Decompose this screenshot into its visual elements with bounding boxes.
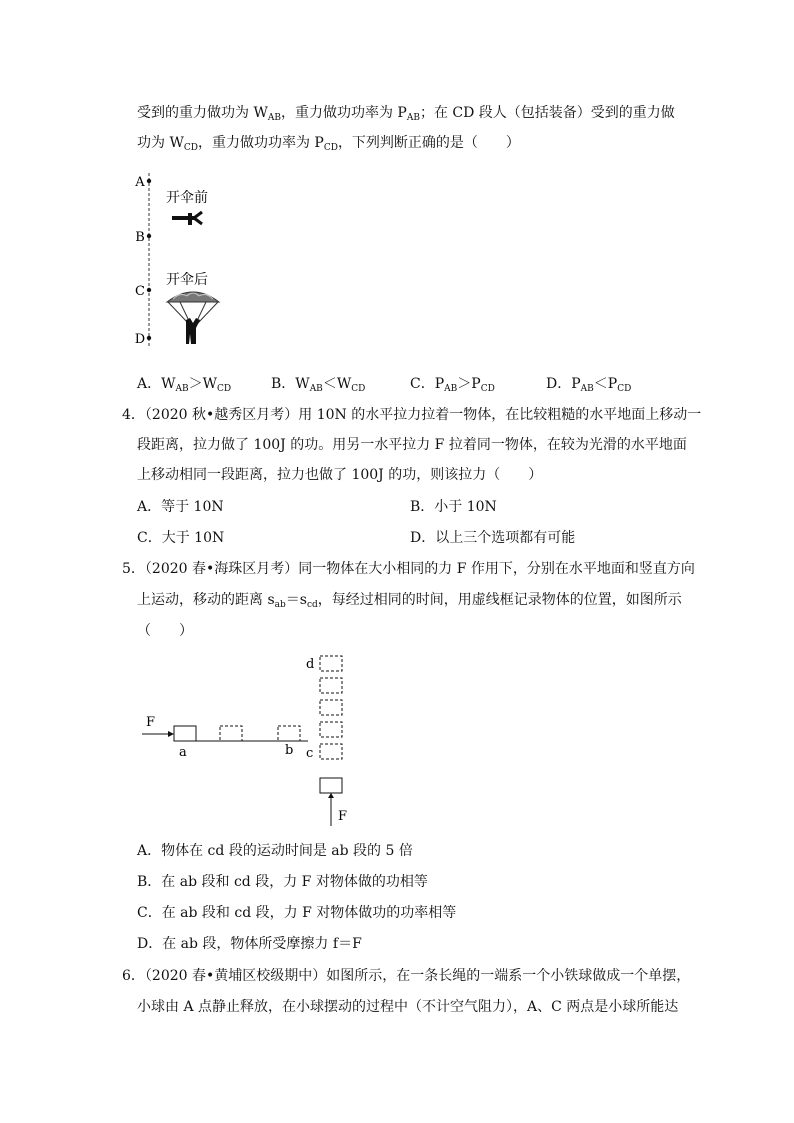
q5-line-1: 5．（2020 春•海珠区月考）同一物体在大小相同的力 F 作用下，分别在水平地面和竖直方向	[122, 561, 695, 577]
q3-option-a	[137, 374, 231, 399]
q4-option-d: D．以上三个选项都有可能	[410, 530, 576, 546]
subscript: AB	[444, 384, 458, 394]
label-b: b	[285, 743, 294, 758]
block-c	[320, 778, 342, 793]
q3-option-c	[410, 374, 495, 399]
q3-option-d	[546, 374, 631, 399]
text: C．	[410, 376, 435, 392]
label-d: d	[306, 657, 315, 672]
text: ，重力做功功率为 P	[197, 135, 324, 151]
motion-figure	[138, 650, 358, 830]
label-a: a	[179, 745, 187, 760]
text: 上运动，移动的距离 s	[137, 592, 275, 608]
text: ，下列判断正确的是（ ）	[337, 135, 520, 151]
dashed-block	[220, 726, 242, 741]
text: ＝s	[285, 592, 307, 608]
text: ；在 CD 段人（包括装备）受到的重力做	[419, 105, 675, 121]
subscript: cd	[306, 600, 318, 610]
q3-option-b	[271, 374, 365, 399]
q5-line-3: （ ）	[137, 623, 193, 639]
subscript: AB	[267, 113, 281, 123]
text: ＜	[593, 376, 608, 392]
text: ，重力做功功率为 P	[280, 105, 407, 121]
subscript: CD	[323, 143, 338, 153]
text: W	[202, 376, 218, 392]
text: ＜	[322, 376, 337, 392]
q4-option-c: C．大于 10N	[137, 530, 225, 546]
q6-line-1: 6．（2020 春•黄埔区校级期中）如图所示，在一条长绳的一端系一个小铁球做成一个单摆，	[122, 968, 691, 984]
text: P	[607, 376, 618, 392]
q5-line-2	[137, 590, 682, 615]
q4-option-b: B．小于 10N	[410, 499, 497, 515]
block-a	[174, 726, 196, 741]
q4-option-a: A．等于 10N	[137, 499, 224, 515]
subscript: AB	[406, 113, 420, 123]
point-a-dot	[147, 179, 151, 183]
text: B．	[271, 376, 296, 392]
dashed-block	[320, 744, 342, 759]
subscript: CD	[183, 143, 198, 153]
force-h-label: F	[146, 715, 156, 730]
subscript: AB	[309, 384, 323, 394]
text: P	[471, 376, 481, 392]
point-d-dot	[147, 336, 151, 340]
dashed-block	[278, 726, 300, 741]
dashed-block	[320, 700, 342, 715]
subscript: CD	[217, 384, 232, 394]
point-c-dot	[147, 288, 151, 292]
text: W	[336, 376, 352, 392]
q4-line-1: 4．（2020 秋•越秀区月考）用 10N 的水平拉力拉着一物体，在比较粗糙的水平地面上移动一	[122, 407, 702, 423]
point-c-label: C	[135, 284, 145, 299]
dashed-block	[320, 678, 342, 693]
q3-intro-line-1	[137, 103, 675, 128]
dashed-block	[320, 722, 342, 737]
subscript: CD	[617, 384, 632, 394]
force-v-arrowhead	[328, 793, 334, 798]
point-a-label: A	[135, 175, 145, 190]
text: W	[161, 376, 176, 392]
subscript: CD	[351, 384, 366, 394]
subscript: CD	[480, 384, 495, 394]
text: P	[571, 376, 581, 392]
label-after-open: 开伞后	[166, 272, 208, 288]
q5-option-c: C．在 ab 段和 cd 段，力 F 对物体做功的功率相等	[137, 905, 457, 921]
text: ，每经过相同的时间，用虚线框记录物体的位置，如图所示	[317, 592, 682, 608]
skydiver-icon	[172, 212, 202, 225]
label-c: c	[306, 746, 314, 761]
parachute-icon	[167, 292, 219, 344]
text: 功为 W	[137, 135, 184, 151]
text: 受到的重力做功为 W	[137, 105, 268, 121]
point-b-dot	[147, 234, 151, 238]
q3-intro-line-2	[137, 133, 520, 158]
text: P	[434, 376, 445, 392]
text: D．	[546, 376, 572, 392]
q5-option-d: D．在 ab 段，物体所受摩擦力 f＝F	[137, 936, 362, 952]
parachute-figure	[130, 168, 240, 353]
text: W	[295, 376, 310, 392]
subscript: ab	[274, 600, 286, 610]
text: A．	[137, 376, 162, 392]
label-before-open: 开伞前	[166, 190, 208, 206]
q6-line-2: 小球由 A 点静止释放，在小球摆动的过程中（不计空气阻力），A、C 两点是小球所能达	[137, 999, 679, 1015]
q5-option-a: A．物体在 cd 段的运动时间是 ab 段的 5 倍	[137, 843, 413, 859]
point-d-label: D	[134, 332, 146, 347]
subscript: AB	[580, 384, 594, 394]
force-v-label: F	[338, 809, 348, 824]
q4-line-2: 段距离，拉力做了 100J 的功。用另一水平拉力 F 拉着同一物体，在较为光滑的水平地面	[137, 437, 687, 453]
q5-option-b: B．在 ab 段和 cd 段，力 F 对物体做的功相等	[137, 874, 428, 890]
dashed-block	[320, 656, 342, 671]
q4-line-3: 上移动相同一段距离，拉力也做了 100J 的功，则该拉力（ ）	[137, 467, 543, 483]
subscript: AB	[175, 384, 189, 394]
point-b-label: B	[135, 230, 145, 245]
text: ＞	[457, 376, 472, 392]
text: ＞	[188, 376, 203, 392]
force-h-arrowhead	[168, 731, 174, 737]
